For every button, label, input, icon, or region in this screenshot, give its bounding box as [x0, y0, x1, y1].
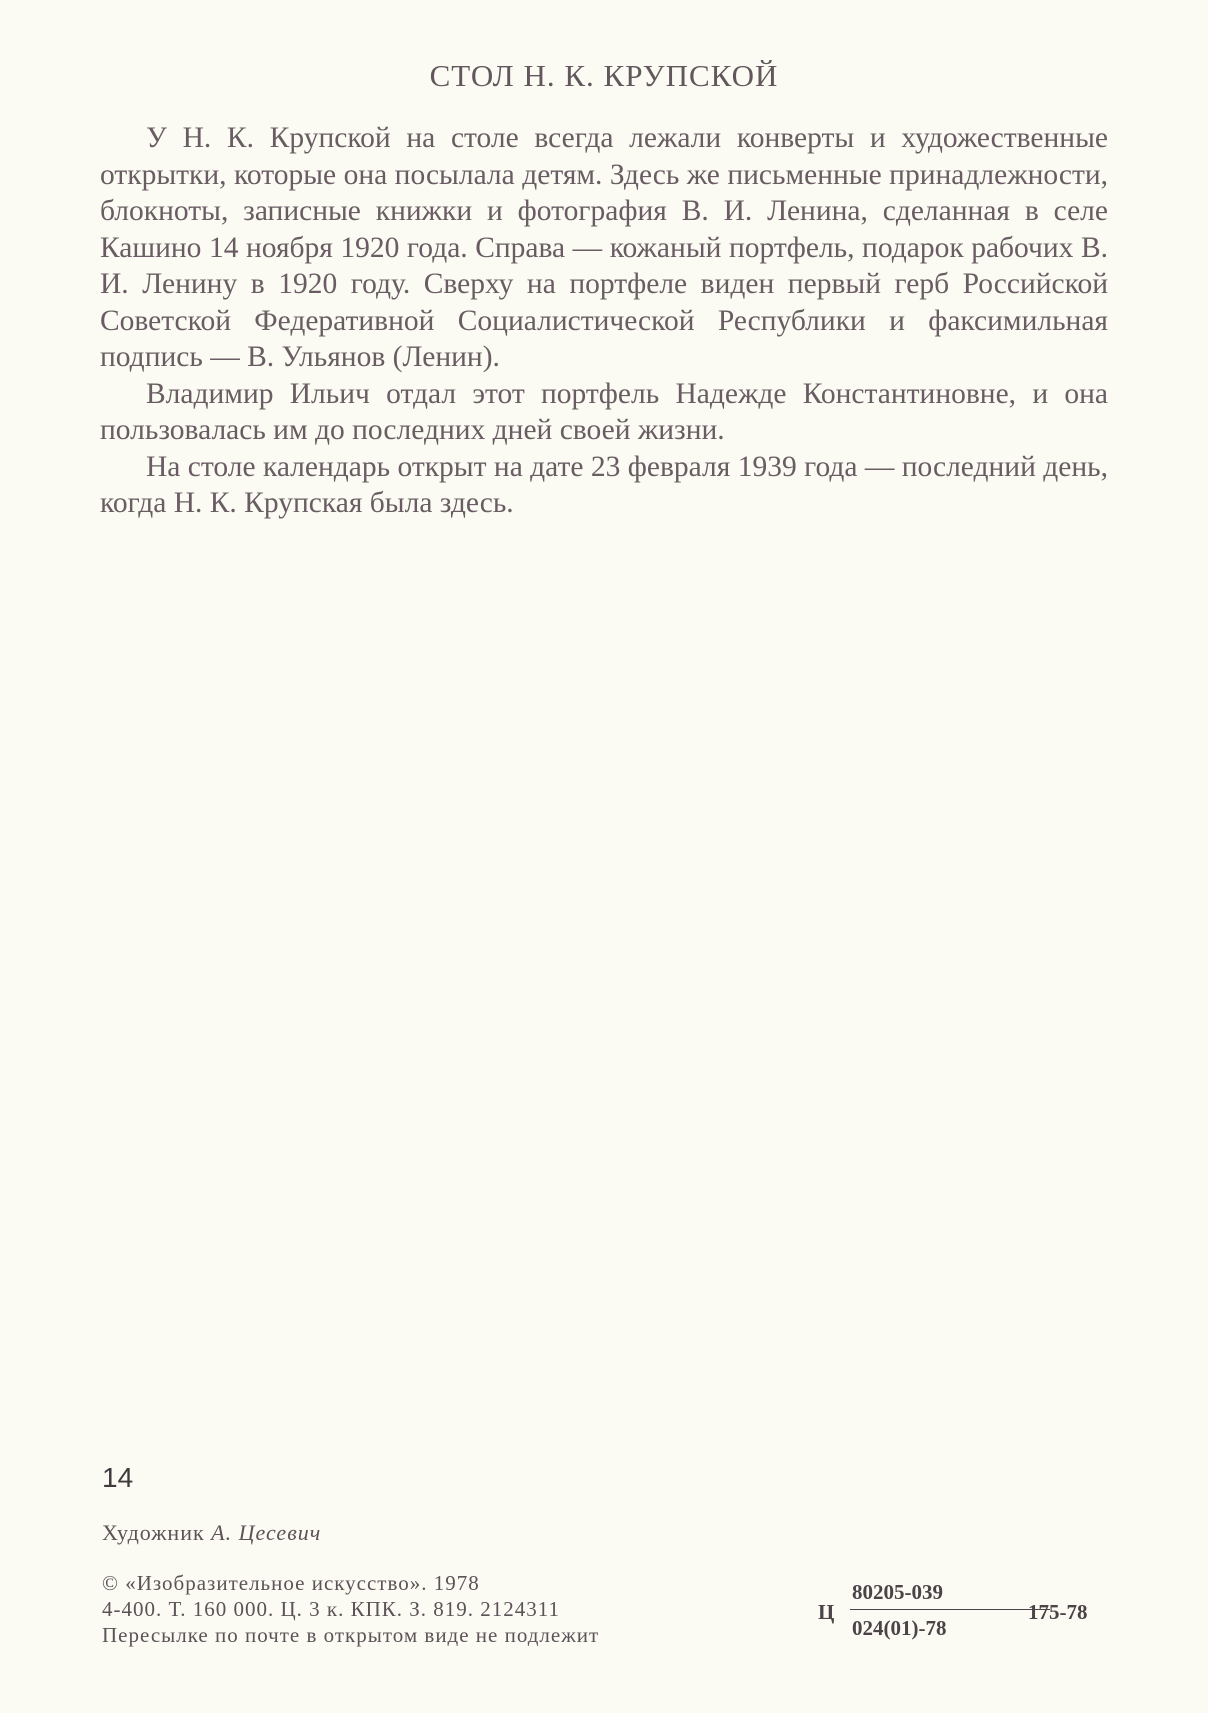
imprint-line: Пересылке по почте в открытом виде не подлежит	[102, 1623, 600, 1647]
paragraph: Владимир Ильич отдал этот портфель Надежде Константиновне, и она пользовалась им до последних дней своей жизни.	[100, 377, 1108, 446]
imprint-block	[102, 1570, 599, 1648]
page-title: СТОЛ Н. К. КРУПСКОЙ	[429, 58, 779, 93]
imprint-line: 4-400. Т. 160 000. Ц. 3 к. КПК. З. 819. 2124311	[102, 1597, 561, 1621]
artist-label: Художник	[102, 1520, 205, 1545]
catalog-code-denominator: 024(01)-78	[852, 1616, 947, 1640]
article-body	[100, 120, 1108, 522]
artist-name: А. Цесевич	[211, 1520, 322, 1545]
imprint-line: © «Изобразительное искусство». 1978	[102, 1571, 480, 1595]
artist-credit	[102, 1520, 321, 1546]
page-number: 14	[102, 1462, 134, 1493]
catalog-code	[818, 1580, 1118, 1640]
paragraph: У Н. К. Крупской на столе всегда лежали конверты и художественные открытки, которые она посылала детям. Здесь же письменные принадлежности, блокноты, записные книжки и фотография В. И. Ленина, сделанная в селе Кашино 14 ноября 1920 года. Справа — кожаный портфель, подарок рабочих В. И. Ленину в 1920 году. Сверху на портфеле виден первый герб Российской Советской Федеративной Социалистической Республики и факсимильная подпись — В. Ульянов (Ленин).	[100, 122, 1108, 373]
fraction-line	[850, 1609, 1050, 1610]
catalog-code-numerator: 80205-039	[852, 1580, 943, 1604]
paragraph: На столе календарь открыт на дате 23 февраля 1939 года — последний день, когда Н. К. Крупская была здесь.	[100, 450, 1108, 519]
catalog-code-suffix: 175-78	[1028, 1600, 1088, 1624]
catalog-code-letter: Ц	[818, 1600, 835, 1624]
